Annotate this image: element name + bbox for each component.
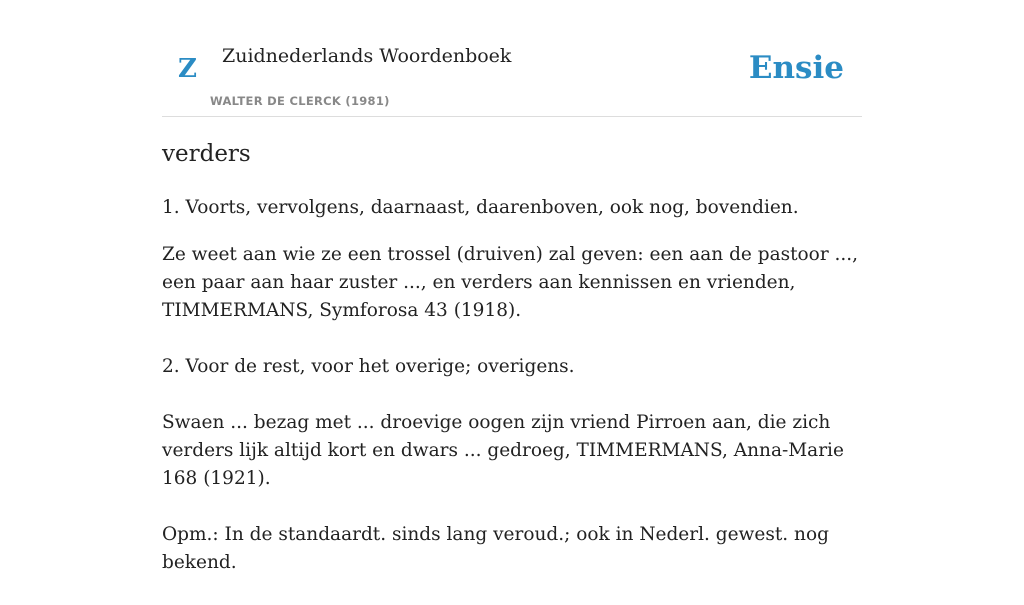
example-2: Swaen ... bezag met ... droevige oogen zijn vriend Pirroen aan, die zich verders lijk altijd kort en dwars ... gedroeg, TIMMERMANS, Anna-Marie 168 (1921).	[162, 412, 844, 489]
usage-note: Opm.: In de standaardt. sinds lang veroud.; ook in Nederl. gewest. nog bekend.	[162, 524, 829, 573]
definition-1: 1. Voorts, vervolgens, daarnaast, daarenboven, ook nog, bovendien.	[162, 197, 799, 218]
dictionary-author: WALTER DE CLERCK (1981)	[210, 94, 390, 108]
dictionary-title-link[interactable]: Zuidnederlands Woordenboek	[222, 45, 512, 67]
ensie-logo-link[interactable]: Ensie	[748, 50, 844, 86]
definition-2: 2. Voor de rest, voor het overige; overigens.	[162, 356, 575, 377]
example-1: Ze weet aan wie ze een trossel (druiven) zal geven: een aan de pastoor ..., een paar aan haar zuster ..., en verders aan kennissen en vrienden, TIMMERMANS, Symforosa 43 (1918).	[162, 244, 859, 321]
dictionary-logo-link[interactable]: Z	[178, 54, 197, 84]
entry-content	[162, 138, 862, 605]
entry-headword: verders	[162, 141, 251, 167]
dictionary-header	[162, 0, 862, 117]
